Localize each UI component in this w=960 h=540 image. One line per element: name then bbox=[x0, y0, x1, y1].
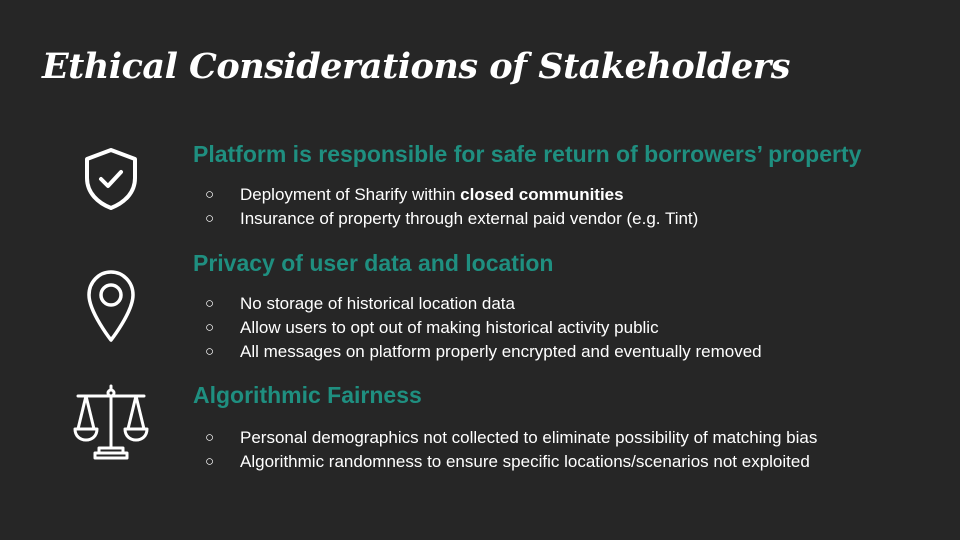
list-item-text: All messages on platform properly encrypted and eventually removed bbox=[240, 342, 762, 361]
list-item bbox=[205, 450, 817, 474]
bullet-list-platform-responsibility bbox=[205, 183, 698, 231]
list-item-bold-text: closed communities bbox=[460, 185, 624, 204]
bullet-marker: ○ bbox=[205, 319, 215, 336]
bullet-list-algorithmic-fairness bbox=[205, 426, 817, 474]
bullet-marker: ○ bbox=[205, 295, 215, 312]
list-item bbox=[205, 426, 817, 450]
list-item-text: Allow users to opt out of making historical activity public bbox=[240, 318, 659, 337]
section-heading-algorithmic-fairness: Algorithmic Fairness bbox=[193, 382, 422, 408]
scales-of-justice-icon bbox=[72, 384, 150, 460]
list-item bbox=[205, 183, 698, 207]
list-item-text: Personal demographics not collected to eliminate possibility of matching bias bbox=[240, 428, 818, 447]
location-pin-icon bbox=[85, 268, 137, 344]
list-item bbox=[205, 292, 762, 316]
shield-check-icon bbox=[82, 146, 140, 212]
list-item bbox=[205, 340, 762, 364]
bullet-marker: ○ bbox=[205, 453, 215, 470]
bullet-list-privacy bbox=[205, 292, 762, 364]
slide-title: Ethical Considerations of Stakeholders bbox=[42, 46, 790, 87]
list-item bbox=[205, 207, 698, 231]
list-item-text: Algorithmic randomness to ensure specific locations/scenarios not exploited bbox=[240, 452, 810, 471]
bullet-marker: ○ bbox=[205, 343, 215, 360]
list-item-text: Deployment of Sharify within bbox=[240, 185, 461, 204]
bullet-marker: ○ bbox=[205, 210, 215, 227]
section-heading-platform-responsibility: Platform is responsible for safe return of borrowers’ property bbox=[193, 141, 862, 167]
list-item-text: No storage of historical location data bbox=[240, 294, 515, 313]
bullet-marker: ○ bbox=[205, 186, 215, 203]
bullet-marker: ○ bbox=[205, 429, 215, 446]
list-item-text: Insurance of property through external paid vendor (e.g. Tint) bbox=[240, 209, 699, 228]
list-item bbox=[205, 316, 762, 340]
section-heading-privacy: Privacy of user data and location bbox=[193, 250, 554, 276]
